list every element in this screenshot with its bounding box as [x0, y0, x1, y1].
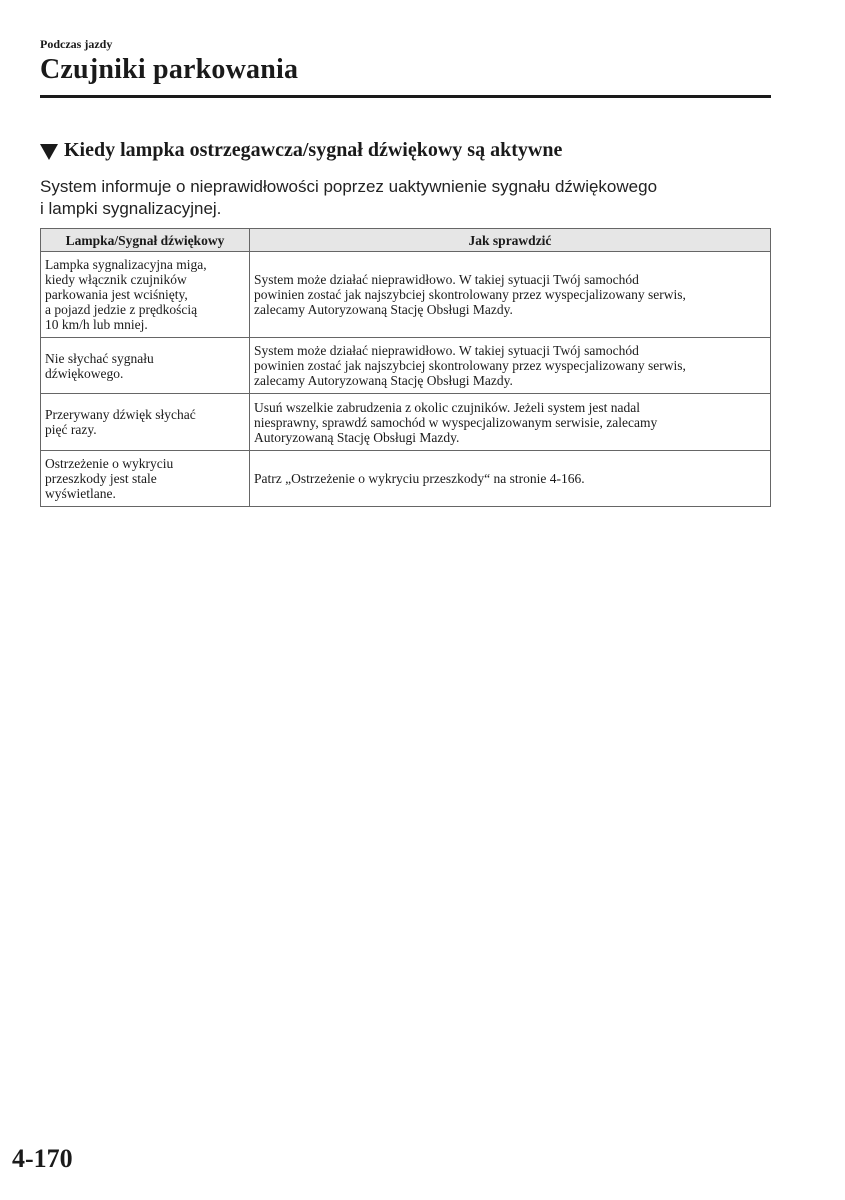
- table-row: [41, 451, 771, 507]
- subsection-heading-text: Kiedy lampka ostrzegawcza/sygnał dźwiękowy są aktywne: [64, 139, 563, 161]
- signal-cell: Ostrzeżenie o wykryciu przeszkody jest stale wyświetlane.: [41, 451, 250, 507]
- signal-cell: Lampka sygnalizacyjna miga, kiedy włącznik czujników parkowania jest wciśnięty, a pojazd jedzie z prędkością 10 km/h lub mniej.: [41, 252, 250, 338]
- signal-cell: Nie słychać sygnału dźwiękowego.: [41, 338, 250, 394]
- check-cell: Usuń wszelkie zabrudzenia z okolic czujników. Jeżeli system jest nadal niesprawny, sprawdź samochód w wyspecjalizowanym serwisie, zalecamy Autoryzowaną Stację Obsługi Mazdy.: [250, 394, 771, 451]
- subsection-heading: [40, 139, 562, 162]
- table-row: [41, 252, 771, 338]
- column-header-check: Jak sprawdzić: [250, 229, 771, 252]
- signal-cell: Przerywany dźwięk słychać pięć razy.: [41, 394, 250, 451]
- table-header-row: [41, 229, 771, 252]
- column-header-signal: Lampka/Sygnał dźwiękowy: [41, 229, 250, 252]
- triangle-down-icon: [40, 144, 58, 160]
- table-row: [41, 338, 771, 394]
- check-cell: System może działać nieprawidłowo. W takiej sytuacji Twój samochód powinien zostać jak najszybciej skontrolowany przez wyspecjalizowany serwis, zalecamy Autoryzowaną Stację Obsługi Mazdy.: [250, 252, 771, 338]
- page-number: 4-170: [12, 1144, 73, 1173]
- table-row: [41, 394, 771, 451]
- page-title: Czujniki parkowania: [40, 54, 299, 85]
- check-cell: Patrz „Ostrzeżenie o wykryciu przeszkody“ na stronie 4-166.: [250, 451, 771, 507]
- section-label: Podczas jazdy: [40, 37, 113, 51]
- check-cell: System może działać nieprawidłowo. W takiej sytuacji Twój samochód powinien zostać jak najszybciej skontrolowany przez wyspecjalizowany serwis, zalecamy Autoryzowaną Stację Obsługi Mazdy.: [250, 338, 771, 394]
- intro-paragraph: System informuje o nieprawidłowości poprzez uaktywnienie sygnału dźwiękowego i lampki sygnalizacyjnej.: [40, 177, 658, 218]
- signal-table: [40, 228, 771, 507]
- title-divider: [40, 95, 771, 98]
